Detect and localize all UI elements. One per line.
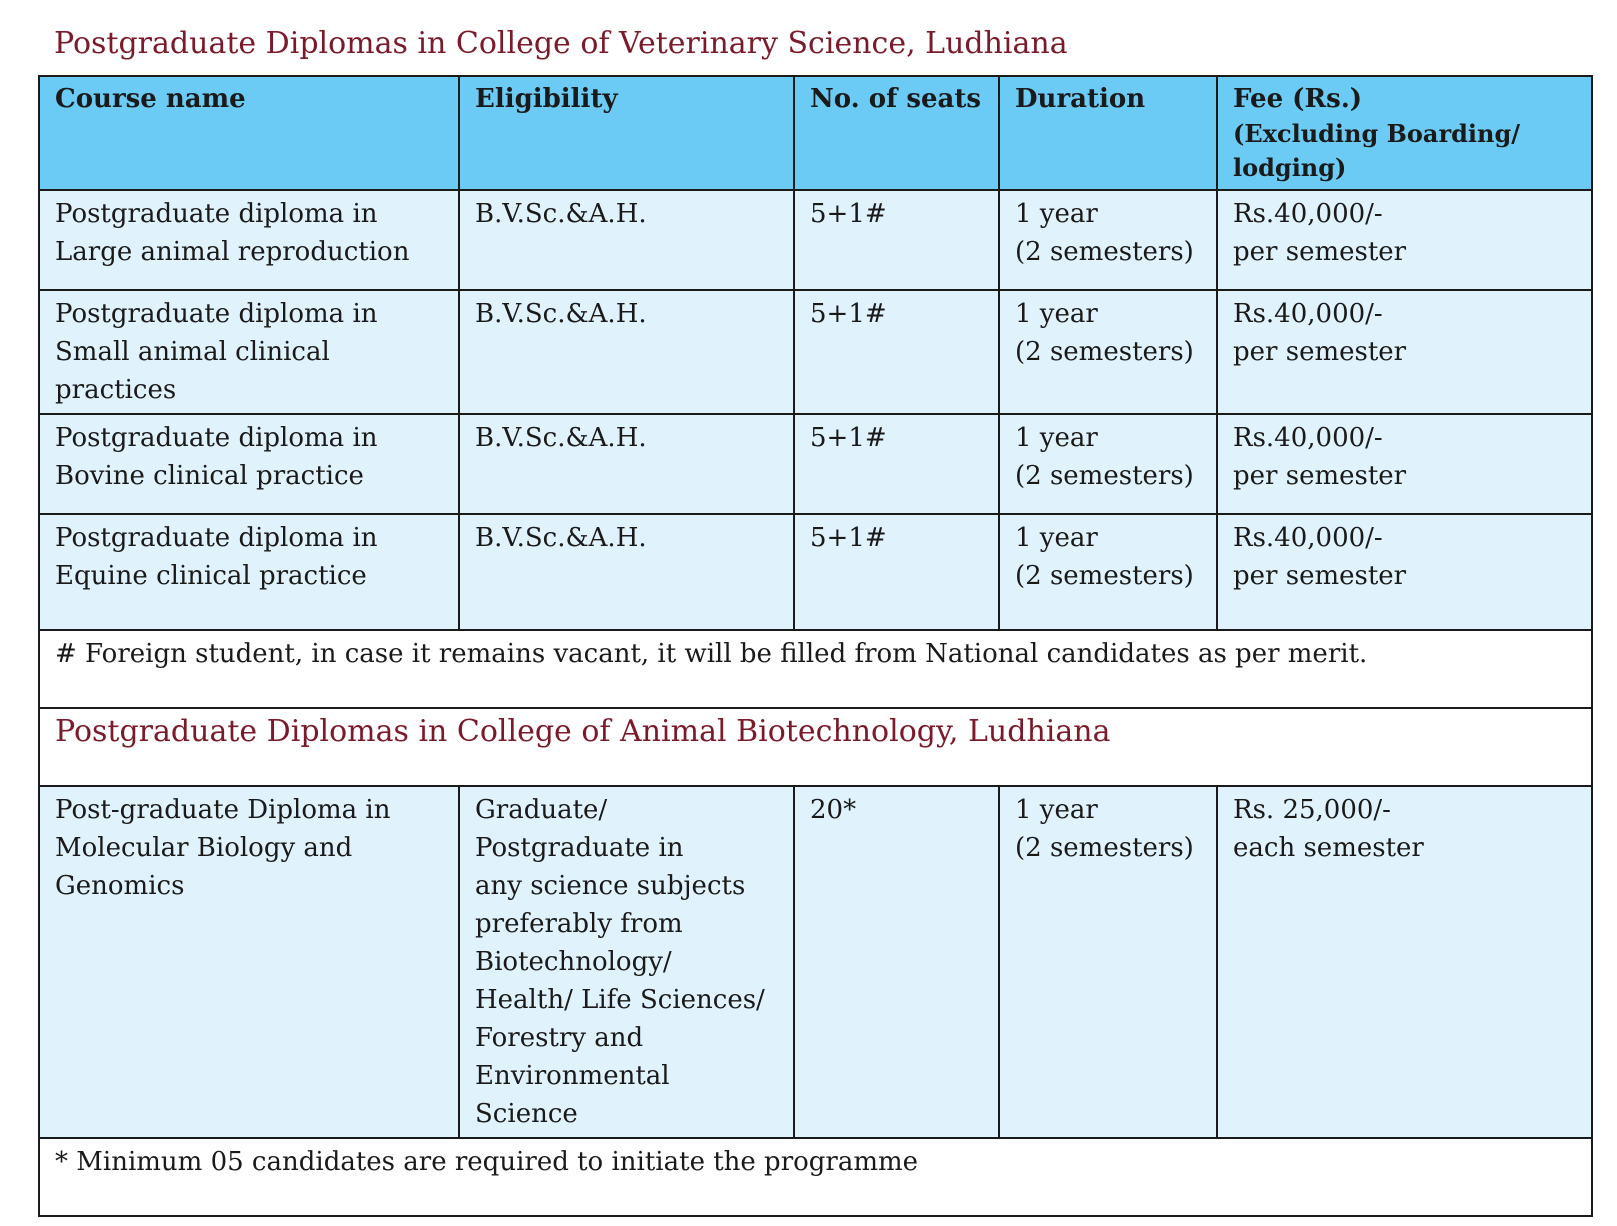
footnote-row [39, 630, 1592, 708]
duration-cell [999, 786, 1217, 1138]
header-seats: No. of seats [794, 76, 999, 190]
section1-title: Postgraduate Diplomas in College of Veterinary Science, Ludhiana [54, 26, 1068, 61]
eligibility-line: Postgraduate in [475, 833, 684, 863]
fee-line: per semester [1233, 237, 1407, 267]
table-row [39, 414, 1592, 514]
eligibility-cell: B.V.Sc.&A.H. [459, 514, 794, 630]
fee-cell [1217, 290, 1592, 414]
section2-title: Postgraduate Diplomas in College of Animal Biotechnology, Ludhiana [39, 708, 1592, 786]
fee-line: Rs.40,000/- [1233, 299, 1383, 329]
course-cell [39, 290, 459, 414]
course-cell [39, 786, 459, 1138]
header-eligibility: Eligibility [459, 76, 794, 190]
diploma-table [38, 75, 1593, 1217]
fee-cell [1217, 414, 1592, 514]
duration-line: (2 semesters) [1015, 337, 1194, 367]
fee-line: each semester [1233, 833, 1424, 863]
footnote-minimum-candidates: * Minimum 05 candidates are required to initiate the programme [39, 1138, 1592, 1216]
course-name-line: Genomics [55, 871, 185, 901]
header-fee [1217, 76, 1592, 190]
course-cell [39, 190, 459, 290]
course-name-line: Postgraduate diploma in [55, 199, 378, 229]
seats-cell: 5+1# [794, 414, 999, 514]
duration-line: 1 year [1015, 523, 1098, 553]
fee-line: Rs.40,000/- [1233, 423, 1383, 453]
section2-row [39, 708, 1592, 786]
course-name-line: Postgraduate diploma in [55, 423, 378, 453]
eligibility-line: Health/ Life Sciences/ [475, 985, 765, 1015]
header-fee-label: Fee (Rs.) [1233, 84, 1363, 114]
course-name-line: Large animal reproduction [55, 237, 410, 267]
duration-line: (2 semesters) [1015, 833, 1194, 863]
eligibility-cell: B.V.Sc.&A.H. [459, 290, 794, 414]
duration-line: (2 semesters) [1015, 237, 1194, 267]
footnote-foreign-student: # Foreign student, in case it remains vacant, it will be filled from National candidates as per merit. [39, 630, 1592, 708]
fee-cell [1217, 514, 1592, 630]
course-name-line: Molecular Biology and [55, 833, 353, 863]
duration-line: 1 year [1015, 199, 1098, 229]
duration-line: (2 semesters) [1015, 561, 1194, 591]
duration-cell [999, 414, 1217, 514]
eligibility-line: any science subjects [475, 871, 746, 901]
course-cell [39, 414, 459, 514]
duration-cell [999, 290, 1217, 414]
course-name-line: Bovine clinical practice [55, 461, 364, 491]
fee-line: per semester [1233, 337, 1407, 367]
header-fee-note: (Excluding Boarding/ lodging) [1233, 119, 1521, 182]
duration-cell [999, 514, 1217, 630]
duration-line: 1 year [1015, 795, 1098, 825]
eligibility-line: preferably from [475, 909, 683, 939]
seats-cell: 5+1# [794, 514, 999, 630]
course-cell [39, 514, 459, 630]
eligibility-line: Forestry and [475, 1023, 644, 1053]
table-row [39, 290, 1592, 414]
eligibility-line: Biotechnology/ [475, 947, 672, 977]
fee-line: Rs.40,000/- [1233, 523, 1383, 553]
duration-line: (2 semesters) [1015, 461, 1194, 491]
course-name-line: Postgraduate diploma in [55, 523, 378, 553]
fee-cell [1217, 190, 1592, 290]
duration-line: 1 year [1015, 423, 1098, 453]
footnote-row [39, 1138, 1592, 1216]
fee-line: Rs.40,000/- [1233, 199, 1383, 229]
table-row [39, 786, 1592, 1138]
fee-cell [1217, 786, 1592, 1138]
eligibility-line: Graduate/ [475, 795, 608, 825]
seats-cell: 5+1# [794, 290, 999, 414]
duration-line: 1 year [1015, 299, 1098, 329]
course-name-line: Postgraduate diploma in [55, 299, 378, 329]
table-row [39, 190, 1592, 290]
seats-cell: 5+1# [794, 190, 999, 290]
header-duration: Duration [999, 76, 1217, 190]
duration-cell [999, 190, 1217, 290]
course-name-line: Post-graduate Diploma in [55, 795, 391, 825]
header-course: Course name [39, 76, 459, 190]
course-name-line: Equine clinical practice [55, 561, 367, 591]
table-row [39, 514, 1592, 630]
eligibility-line: Environmental Science [475, 1061, 670, 1129]
fee-line: per semester [1233, 561, 1407, 591]
seats-cell: 20* [794, 786, 999, 1138]
table-header-row [39, 76, 1592, 190]
course-name-line: Small animal clinical practices [55, 337, 330, 405]
fee-line: Rs. 25,000/- [1233, 795, 1391, 825]
eligibility-cell: B.V.Sc.&A.H. [459, 190, 794, 290]
eligibility-cell [459, 786, 794, 1138]
fee-line: per semester [1233, 461, 1407, 491]
eligibility-cell: B.V.Sc.&A.H. [459, 414, 794, 514]
